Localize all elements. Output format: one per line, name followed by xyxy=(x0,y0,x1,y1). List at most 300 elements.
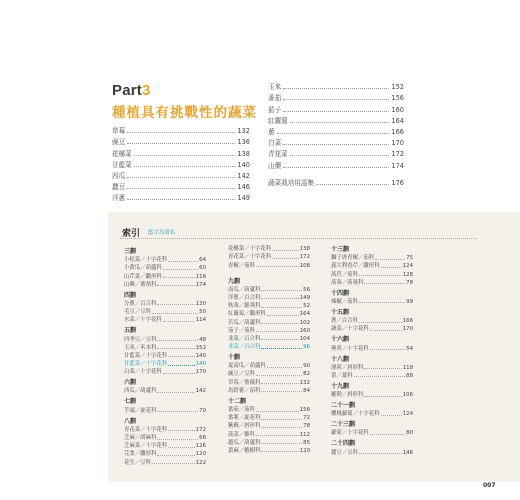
index-leader-dots xyxy=(163,269,198,270)
toc-entry[interactable] xyxy=(268,125,404,136)
toc-entry-page: 164 xyxy=(391,116,404,125)
index-entry[interactable] xyxy=(124,433,206,441)
toc-leader-dots xyxy=(283,99,389,100)
index-entry[interactable] xyxy=(124,405,206,413)
index-entry-name: 甘藍菜／十字花科 xyxy=(124,352,168,359)
index-group-heading: 四劃 xyxy=(124,291,137,299)
toc-right-list xyxy=(268,80,404,187)
index-entry[interactable] xyxy=(228,438,310,446)
index-leader-dots xyxy=(359,275,402,276)
index-entry-page: 52 xyxy=(303,303,310,310)
toc-entry-page: 138 xyxy=(237,149,250,158)
index-entry[interactable] xyxy=(124,386,206,394)
index-entry-name: 番薯／旋花科 xyxy=(228,415,261,422)
index-leader-dots xyxy=(168,261,198,262)
index-entry-name: 萵苣／菊科 xyxy=(331,271,358,278)
index-entry-page: 60 xyxy=(199,265,206,272)
index-leader-dots xyxy=(256,331,299,332)
index-entry[interactable] xyxy=(228,317,310,325)
index-entry-page: 106 xyxy=(402,392,413,399)
toc-entry-title: 蠶豆 xyxy=(112,183,126,192)
index-leader-dots xyxy=(370,434,405,435)
index-entry-name: 獅子唐青椒／茄科 xyxy=(331,255,375,262)
index-entry-page: 128 xyxy=(402,271,413,278)
index-leader-dots xyxy=(261,290,302,291)
index-entry-name: 落葵／落葵科 xyxy=(331,279,364,286)
index-entry-page: 96 xyxy=(303,344,310,351)
index-column-2 xyxy=(228,244,310,454)
index-leader-dots xyxy=(256,411,299,412)
toc-entry-title: 茄子 xyxy=(268,105,282,114)
index-entry-name: 義大利香芹／繖形科 xyxy=(331,263,380,270)
toc-entry[interactable] xyxy=(112,158,250,169)
index-entry-page: 99 xyxy=(406,298,413,305)
toc-leader-dots xyxy=(283,144,389,145)
toc-leader-dots xyxy=(134,155,236,156)
index-leader-dots xyxy=(157,411,198,412)
index-leader-dots xyxy=(261,443,302,444)
index-group-heading: 十五劃 xyxy=(331,308,350,316)
index-entry[interactable] xyxy=(228,405,310,413)
toc-entry[interactable] xyxy=(268,158,404,169)
index-entry[interactable] xyxy=(331,409,413,417)
toc-entry-title: 花椰菜 xyxy=(112,149,132,158)
index-entry-name: 辣椒／茄科 xyxy=(331,298,358,305)
toc-entry[interactable] xyxy=(268,102,404,113)
index-leader-dots xyxy=(261,323,298,324)
index-entry-page: 102 xyxy=(299,319,310,326)
index-entry-page: 146 xyxy=(402,449,413,456)
toc-leader-dots xyxy=(290,155,390,156)
index-entry-name: 蕾／薑科 xyxy=(331,372,353,379)
index-leader-dots xyxy=(267,315,299,316)
index-entry-name: 小松菜／十字花科 xyxy=(124,257,168,264)
index-leader-dots xyxy=(261,383,298,384)
index-entry[interactable] xyxy=(124,315,206,323)
toc-entry-title: 洋蔥 xyxy=(112,194,126,203)
index-entry-page: 75 xyxy=(406,255,413,262)
index-leader-dots xyxy=(157,455,194,456)
toc-leader-dots xyxy=(127,199,235,200)
index-entry-name: 青椒／茄科 xyxy=(228,262,255,269)
index-group-heading: 六劃 xyxy=(124,379,137,387)
toc-entry-page: 152 xyxy=(391,83,404,92)
toc-leader-dots xyxy=(316,184,389,185)
index-entry-name: 菠菜／藜科 xyxy=(228,431,255,438)
index-entry[interactable] xyxy=(124,359,206,367)
index-group-heading: 十九劃 xyxy=(331,382,350,390)
index-entry-name: 芫荽／繖形科 xyxy=(124,451,157,458)
index-entry-name: 馬鈴薯／茄科 xyxy=(228,387,261,394)
index-entry[interactable] xyxy=(331,253,413,261)
index-leader-dots xyxy=(261,348,302,349)
index-leader-dots xyxy=(152,463,195,464)
index-entry-page: 124 xyxy=(402,263,413,270)
index-entry-page: 88 xyxy=(406,372,413,379)
index-entry-name: 薄荷／唇形科 xyxy=(331,364,364,371)
index-entry-name: 花椰菜／十字花科 xyxy=(228,246,272,253)
index-entry-page: 120 xyxy=(299,447,310,454)
index-entry-name: 芝麻菜／十字花科 xyxy=(124,443,168,450)
toc-entry[interactable] xyxy=(268,136,404,147)
index-entry-page: 108 xyxy=(299,262,310,269)
index-leader-dots xyxy=(256,435,299,436)
index-group-heading: 二十一劃 xyxy=(331,402,356,410)
toc-entry-title: 玉米 xyxy=(268,83,282,92)
index-entry[interactable] xyxy=(331,316,413,324)
toc-entry-title: 山藥 xyxy=(268,161,282,170)
toc-entry-title: 青花菜 xyxy=(268,150,288,159)
index-entry-name: 番茄／茄科 xyxy=(228,407,255,413)
index-entry[interactable] xyxy=(124,425,206,433)
index-entry[interactable] xyxy=(228,244,310,252)
index-entry-name: 芋頭／旋花科 xyxy=(124,407,157,414)
index-group-heading: 十四劃 xyxy=(331,289,350,297)
toc-entry-title: 番茄 xyxy=(268,94,282,103)
index-entry[interactable] xyxy=(124,367,206,375)
index-entry-page: 124 xyxy=(402,411,413,418)
index-entry[interactable] xyxy=(331,428,413,436)
toc-entry-page: 170 xyxy=(391,139,404,148)
index-entry-page: 66 xyxy=(199,435,206,441)
index-column-3 xyxy=(331,244,413,456)
index-entry[interactable] xyxy=(331,390,413,398)
index-entry[interactable] xyxy=(331,324,413,332)
index-entry-page: 85 xyxy=(303,439,310,446)
index-entry-page: 80 xyxy=(406,430,413,437)
index-leader-dots xyxy=(152,313,198,314)
index-leader-dots xyxy=(157,348,194,349)
index-leader-dots xyxy=(364,368,401,369)
index-leader-dots xyxy=(359,302,405,303)
index-entry-name: 秋葵／錦葵科 xyxy=(228,303,261,310)
index-group-heading: 九劃 xyxy=(228,277,241,285)
index-entry-name: 蠶豆／豆科 xyxy=(331,449,358,456)
toc-leader-dots xyxy=(283,167,389,168)
index-leader-dots xyxy=(261,298,298,299)
index-entry-name: 西瓜／葫蘆科 xyxy=(124,388,157,395)
index-leader-dots xyxy=(261,339,298,340)
index-entry-name: 毛豆／豆科 xyxy=(124,309,151,316)
index-entry[interactable] xyxy=(228,429,310,437)
index-entry-name: 蕪菁／十字花科 xyxy=(331,345,369,352)
toc-leader-dots xyxy=(277,133,390,134)
index-entry[interactable] xyxy=(228,293,310,301)
index-group-heading: 八劃 xyxy=(124,417,137,425)
toc-entry-page: 136 xyxy=(237,138,250,147)
toc-entry-page: 142 xyxy=(237,171,250,180)
index-entry-page: 172 xyxy=(195,426,206,433)
index-leader-dots xyxy=(168,365,195,366)
index-leader-dots xyxy=(375,259,405,260)
index-entry[interactable] xyxy=(331,261,413,269)
index-entry-name: 越瓜／葫蘆科 xyxy=(228,439,261,446)
toc-entry[interactable] xyxy=(268,80,404,91)
page-number: 007 xyxy=(483,482,496,489)
index-entry-name: 山藥／薯蕷科 xyxy=(124,281,157,288)
index-leader-dots xyxy=(256,266,299,267)
index-entry[interactable] xyxy=(228,285,310,293)
toc-entry-page: 166 xyxy=(391,127,404,136)
index-group-heading: 二十三劃 xyxy=(331,421,356,429)
index-entry[interactable] xyxy=(331,447,413,455)
index-entry[interactable] xyxy=(228,334,310,342)
part-number: 3 xyxy=(141,82,151,99)
index-entry-name: 苦瓜／葫蘆科 xyxy=(228,319,261,326)
index-leader-dots xyxy=(157,392,194,393)
index-leader-dots xyxy=(157,340,198,341)
index-entry-name: 小黃瓜／葫蘆科 xyxy=(124,265,162,272)
index-entry-name: 櫻桃蘿蔔／十字花科 xyxy=(331,411,380,418)
index-entry[interactable] xyxy=(124,255,206,263)
index-leader-dots xyxy=(261,307,302,308)
index-entry[interactable] xyxy=(228,260,310,268)
index-entry-page: 140 xyxy=(195,361,206,368)
toc-entry[interactable] xyxy=(268,147,404,158)
part-label: Part3 xyxy=(112,82,151,99)
index-entry-name: 青花菜／十字花科 xyxy=(228,254,272,261)
index-entry-page: 56 xyxy=(303,286,310,293)
index-entry-name: 羅勒／唇形科 xyxy=(331,392,364,399)
index-group-heading: 十三劃 xyxy=(331,246,350,253)
index-entry[interactable] xyxy=(228,377,310,385)
index-divider xyxy=(120,238,476,239)
index-entry-name: 四季豆／豆科 xyxy=(124,336,157,343)
index-entry[interactable] xyxy=(331,278,413,286)
index-leader-dots xyxy=(157,439,198,440)
index-entry[interactable] xyxy=(331,343,413,351)
toc-entry-page: 140 xyxy=(237,160,250,169)
index-group-heading: 十劃 xyxy=(228,354,241,362)
index-entry-page: 132 xyxy=(299,379,310,386)
toc-entry[interactable] xyxy=(112,191,250,202)
index-entry-page: 172 xyxy=(299,254,310,261)
toc-entry-title: 甘藍菜 xyxy=(112,160,132,169)
index-entry-page: 64 xyxy=(199,257,206,264)
toc-entry-page: 156 xyxy=(391,94,404,103)
toc-entry[interactable] xyxy=(268,91,404,102)
index-group-heading: 七劃 xyxy=(124,398,137,406)
index-leader-dots xyxy=(157,304,194,305)
index-leader-dots xyxy=(168,430,195,431)
index-entry-page: 50 xyxy=(199,309,206,316)
index-entry[interactable] xyxy=(228,342,310,350)
index-leader-dots xyxy=(261,391,302,392)
index-leader-dots xyxy=(256,375,302,376)
toc-entry[interactable] xyxy=(112,135,250,146)
index-entry[interactable] xyxy=(331,363,413,371)
index-entry[interactable] xyxy=(124,441,206,449)
index-group-heading: 五劃 xyxy=(124,327,137,335)
index-leader-dots xyxy=(354,376,406,377)
index-entry[interactable] xyxy=(124,449,206,457)
index-leader-dots xyxy=(163,373,195,374)
index-entry-page: 70 xyxy=(199,407,206,414)
index-entry-page: 138 xyxy=(299,246,310,253)
index-entry-name: 蘿蔔／十字花科 xyxy=(331,430,369,437)
toc-entry-page: 146 xyxy=(237,183,250,192)
index-leader-dots xyxy=(163,277,195,278)
index-entry-page: 118 xyxy=(402,364,413,371)
index-leader-dots xyxy=(261,419,302,420)
toc-entry-title: 草莓 xyxy=(112,127,126,136)
part-header xyxy=(112,82,262,121)
index-entry[interactable] xyxy=(124,343,206,351)
index-entry-page: 122 xyxy=(195,459,206,466)
index-leader-dots xyxy=(157,285,194,286)
index-entry-page: 112 xyxy=(299,431,310,438)
index-leader-dots xyxy=(168,447,195,448)
toc-leader-dots xyxy=(127,143,235,144)
index-group-heading: 二十四劃 xyxy=(331,440,356,448)
index-entry-page: 156 xyxy=(299,407,310,413)
index-entry[interactable] xyxy=(331,297,413,305)
index-entry-page: 170 xyxy=(402,326,413,333)
index-entry-name: 韭菜／百合科 xyxy=(228,335,261,342)
index-entry-page: 90 xyxy=(303,363,310,370)
index-entry-name: 南瓜／葫蘆科 xyxy=(228,286,261,293)
index-entry-name: 洋蔥／百合科 xyxy=(228,294,261,301)
index-leader-dots xyxy=(272,258,299,259)
toc-entry[interactable] xyxy=(112,180,250,191)
toc-entry[interactable] xyxy=(112,146,250,157)
index-leader-dots xyxy=(272,250,299,251)
toc-left-list xyxy=(112,124,250,202)
index-entry[interactable] xyxy=(228,413,310,421)
toc-entry-title: 豌豆 xyxy=(112,138,126,147)
index-entry[interactable] xyxy=(228,361,310,369)
index-entry-page: 160 xyxy=(299,327,310,334)
index-entry-name: 花生／豆科 xyxy=(124,459,151,466)
index-entry-page: 164 xyxy=(299,311,310,318)
index-entry-name: 夏南瓜／葫蘆科 xyxy=(228,363,266,370)
index-leader-dots xyxy=(381,267,402,268)
index-entry-page: 120 xyxy=(195,451,206,458)
toc-entry-page: 132 xyxy=(237,127,250,136)
index-entry[interactable] xyxy=(124,280,206,288)
toc-leader-dots xyxy=(127,132,235,133)
index-leader-dots xyxy=(163,321,195,322)
index-entry-page: 104 xyxy=(299,335,310,342)
index-entry[interactable] xyxy=(124,457,206,465)
part-title: 種植具有挑戰性的蔬菜 xyxy=(112,105,257,121)
index-group-heading: 十六劃 xyxy=(331,336,350,344)
index-entry[interactable] xyxy=(228,421,310,429)
index-entry-name: 韭菜／百合科 xyxy=(228,344,261,351)
index-entry[interactable] xyxy=(228,309,310,317)
index-leader-dots xyxy=(364,396,401,397)
index-entry-page: 130 xyxy=(195,300,206,307)
index-title: 索引 xyxy=(122,229,141,239)
index-entry[interactable] xyxy=(331,269,413,277)
index-leader-dots xyxy=(364,283,405,284)
index-entry-name: 甘藍菜／十字花科 xyxy=(124,361,168,368)
index-entry-name: 紫蘇／唇形科 xyxy=(228,423,261,430)
index-entry-name: 山芹菜／繖形科 xyxy=(124,273,162,280)
index-entry-name: 草莓／薔薇科 xyxy=(228,379,261,386)
index-entry-page: 78 xyxy=(303,423,310,430)
index-entry-page: 140 xyxy=(195,352,206,359)
index-entry-page: 72 xyxy=(303,415,310,422)
index-column-1 xyxy=(124,246,206,466)
index-entry-page: 78 xyxy=(406,279,413,286)
index-entry[interactable] xyxy=(124,334,206,342)
index-entry-page: 82 xyxy=(303,371,310,378)
index-entry-page: 152 xyxy=(195,344,206,351)
toc-entry-page: 172 xyxy=(391,150,404,159)
index-entry[interactable] xyxy=(228,252,310,260)
toc-entry[interactable] xyxy=(112,169,250,180)
index-entry-page: 114 xyxy=(195,317,206,324)
toc-leader-dots xyxy=(290,122,390,123)
toc-leader-dots xyxy=(283,111,389,112)
index-entry[interactable] xyxy=(228,386,310,394)
toc-entry-page: 174 xyxy=(391,161,404,170)
index-entry[interactable] xyxy=(228,369,310,377)
toc-entry-page: 160 xyxy=(391,105,404,114)
toc-entry-title: 蔬菜栽培用語集 xyxy=(268,178,315,187)
index-entry[interactable] xyxy=(228,301,310,309)
index-leader-dots xyxy=(168,356,195,357)
toc-entry-title: 白菜 xyxy=(268,139,282,148)
index-entry-name: 玉米／禾本科 xyxy=(124,344,157,351)
index-entry-page: 149 xyxy=(299,294,310,301)
index-leader-dots xyxy=(359,453,402,454)
index-note: 藍字為別名 xyxy=(148,230,175,236)
index-leader-dots xyxy=(267,367,302,368)
index-group-heading: 三劃 xyxy=(124,248,137,255)
index-spacer xyxy=(228,269,310,274)
toc-entry-title: 蔥 xyxy=(268,127,275,136)
index-entry-name: 蔥／百合科 xyxy=(331,318,358,325)
index-leader-dots xyxy=(370,349,405,350)
toc-entry[interactable] xyxy=(268,176,404,187)
toc-entry[interactable] xyxy=(268,114,404,125)
index-entry[interactable] xyxy=(124,299,206,307)
index-entry-name: 茄子／茄科 xyxy=(228,327,255,334)
index-leader-dots xyxy=(261,451,298,452)
index-entry-name: 水菜／十字花科 xyxy=(124,317,162,324)
index-entry[interactable] xyxy=(331,371,413,379)
toc-leader-dots xyxy=(127,188,235,189)
toc-entry[interactable] xyxy=(112,124,250,135)
index-entry-name: 白菜／十字花科 xyxy=(124,369,162,376)
index-entry-name: 黃麻／椴樹科 xyxy=(228,447,261,454)
index-entry-page: 170 xyxy=(195,369,206,376)
index-entry-name: 芝麻／胡麻科 xyxy=(124,435,157,441)
index-entry[interactable] xyxy=(228,326,310,334)
toc-entry-page: 149 xyxy=(237,194,250,203)
index-entry[interactable] xyxy=(228,446,310,454)
index-group-heading: 十八劃 xyxy=(331,355,350,363)
index-entry-name: 青花菜／十字花科 xyxy=(124,426,168,433)
index-leader-dots xyxy=(381,415,402,416)
index-entry-page: 142 xyxy=(195,388,206,395)
index-entry[interactable] xyxy=(124,307,206,315)
index-entry[interactable] xyxy=(124,351,206,359)
index-entry-page: 126 xyxy=(195,443,206,450)
index-entry[interactable] xyxy=(124,271,206,279)
index-group-heading: 十二劃 xyxy=(228,397,247,405)
index-entry-name: 豌豆／豆科 xyxy=(228,371,255,378)
toc-entry-title: 紅蘿蔔 xyxy=(268,116,288,125)
toc-leader-dots xyxy=(134,166,236,167)
index-entry-page: 54 xyxy=(406,345,413,352)
index-entry[interactable] xyxy=(124,263,206,271)
toc-entry-page: 176 xyxy=(391,178,404,187)
index-entry-name: 分蔥／百合科 xyxy=(124,300,157,307)
index-entry-name: 蔬菜／十字花科 xyxy=(331,326,369,333)
